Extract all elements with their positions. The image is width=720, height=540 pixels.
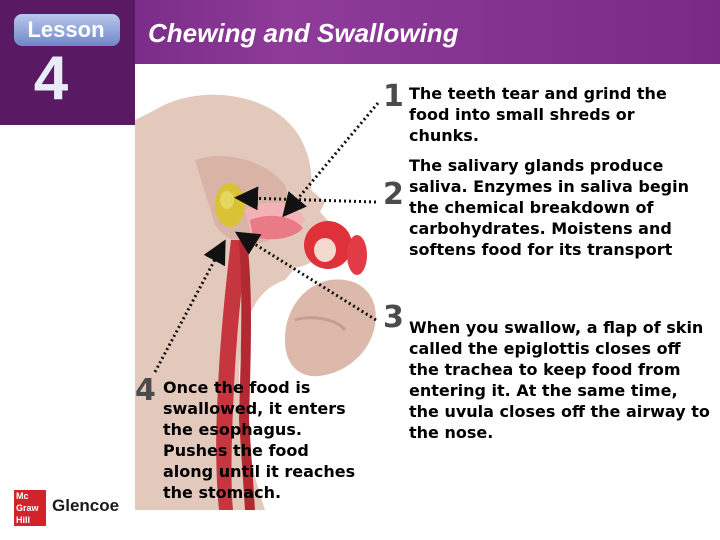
step-2-text: The salivary glands produce saliva. Enzymes in saliva begin the chemical breakdown of carbohydrates. Moistens and softens food for its transport — [409, 156, 690, 259]
logo-line-3: Hill — [16, 515, 31, 525]
step-3-text: When you swallow, a flap of skin called the epiglottis closes off the trachea to keep food from entering it. At the same time, the uvula closes off the airway to the nose. — [409, 318, 710, 442]
logo-line-2: Graw — [16, 503, 39, 513]
mcgraw-hill-logo — [14, 490, 46, 526]
arrow-step-2 — [246, 198, 376, 202]
step-2-number: 2 — [383, 177, 404, 212]
logo-line-1: Mc — [16, 491, 29, 501]
step-3-number: 3 — [383, 300, 404, 335]
step-1-number: 1 — [383, 79, 404, 114]
step-1-text: The teeth tear and grind the food into small shreds or chunks. — [409, 84, 667, 145]
step-4-number: 4 — [135, 373, 156, 408]
publisher-name: Glencoe — [52, 496, 120, 515]
arrow-step-3 — [245, 238, 376, 320]
lesson-number: 4 — [33, 44, 69, 113]
lesson-label: Lesson — [27, 17, 105, 42]
arrow-step-1 — [290, 103, 378, 208]
page-title: Chewing and Swallowing — [148, 18, 459, 48]
publisher-logo — [14, 490, 124, 526]
arrow-step-4 — [155, 250, 220, 372]
step-4-text: Once the food is swallowed, it enters the esophagus. Pushes the food along until it reaches the stomach. — [163, 378, 356, 502]
